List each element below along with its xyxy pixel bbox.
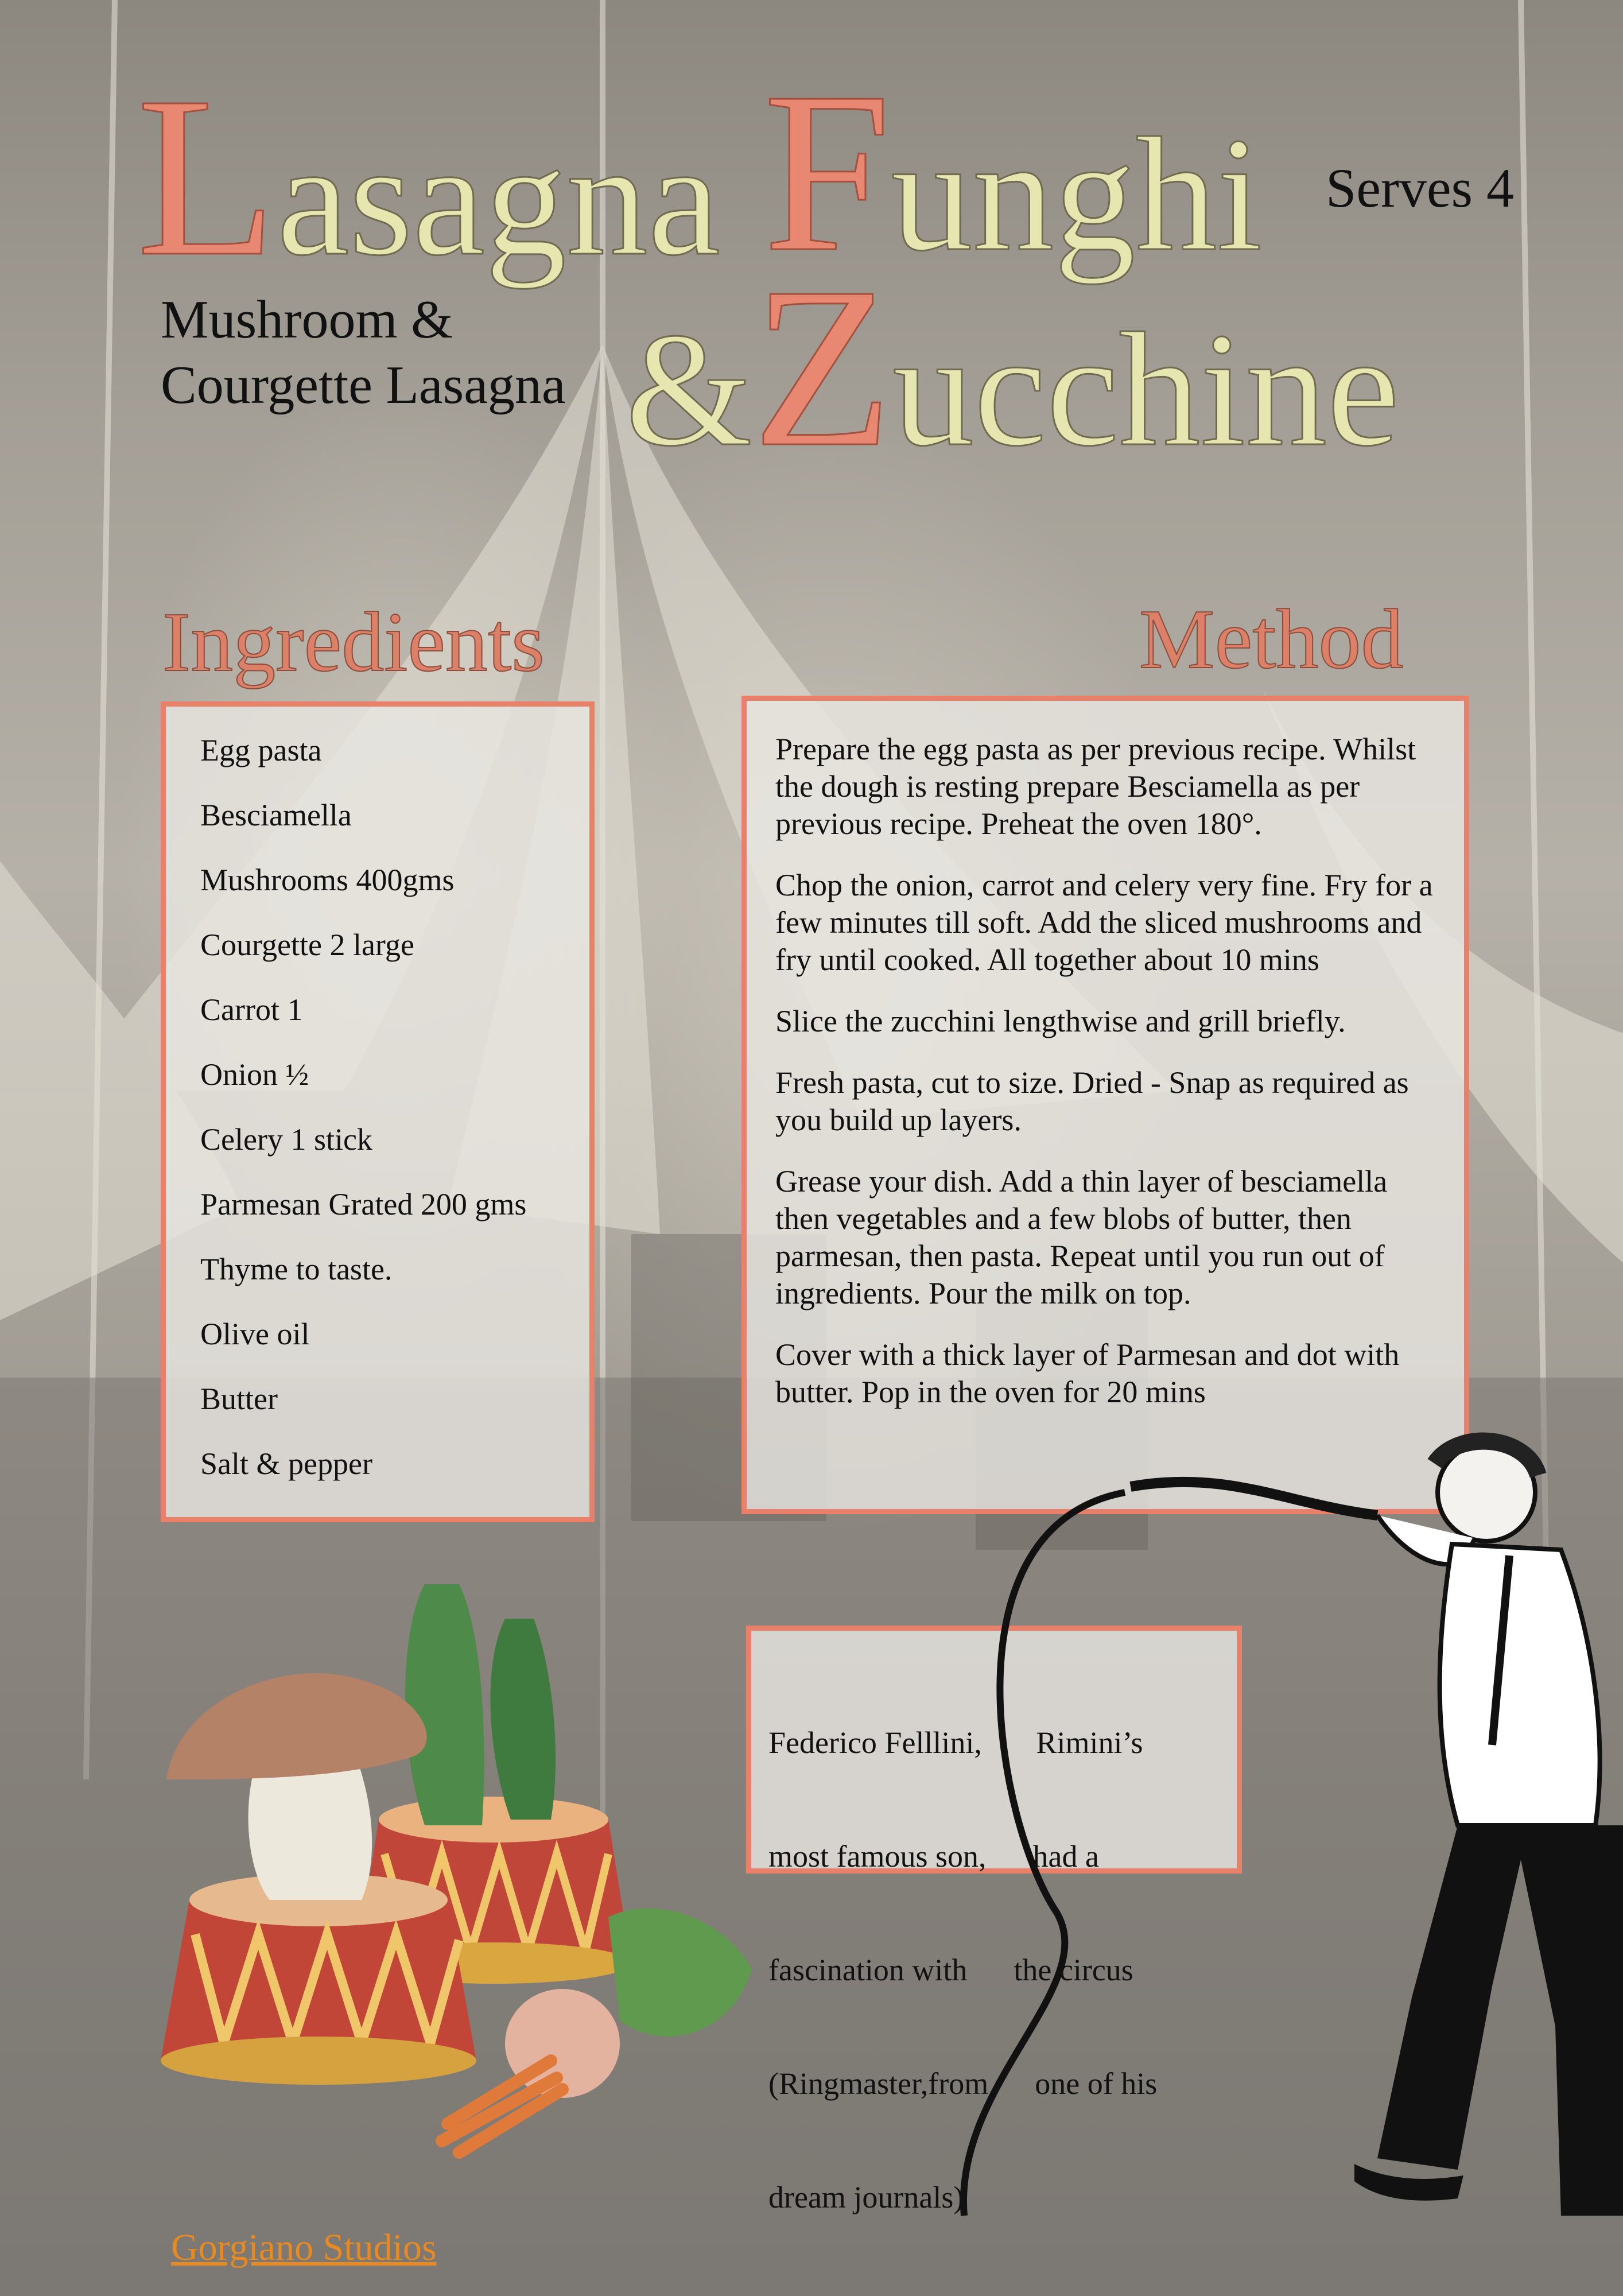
ingredient-item: Thyme to taste. (200, 1252, 393, 1286)
studio-credit-link[interactable]: Gorgiano Studios (171, 2227, 437, 2268)
ingredient-item: Besciamella (200, 798, 352, 832)
title-cap-l: L (137, 49, 277, 304)
title-word-zucchine (626, 240, 1400, 494)
ingredients-list (166, 707, 589, 1509)
ingredient-item: Butter (200, 1382, 278, 1416)
method-heading: Method (1139, 592, 1404, 687)
method-step: Slice the zucchini lengthwise and grill briefly. (775, 1004, 1346, 1038)
method-step: Grease your dish. Add a thin layer of besciamella then vegetables and a few blobs of butter, then parmesan, then pasta. Repeat until you run out of ingredients. Pour the milk on top. (775, 1164, 1388, 1310)
vegetables-illustration (115, 1481, 792, 2170)
caption-line: (Ringmaster,from one of his (768, 2066, 1158, 2101)
caption-line: Federico Felllini, Rimini’s (768, 1725, 1143, 1760)
caption-line: fascination with the circus (768, 1953, 1133, 1987)
ingredients-heading: Ingredients (162, 595, 545, 689)
ringmaster-illustration (884, 1424, 1623, 2296)
title-cap-f: F (763, 45, 891, 299)
method-step: Fresh pasta, cut to size. Dried - Snap as required as you build up layers. (775, 1065, 1409, 1137)
method-panel (741, 696, 1469, 1514)
ingredient-item: Egg pasta (200, 733, 322, 767)
ingredient-item: Mushrooms 400gms (200, 863, 455, 897)
method-step: Cover with a thick layer of Parmesan and dot with butter. Pop in the oven for 20 mins (775, 1337, 1400, 1409)
ingredient-item: Celery 1 stick (200, 1122, 372, 1157)
title-cap-z: Z (752, 240, 893, 494)
title-ampersand: & (626, 300, 752, 480)
subtitle-line-2: Courgette Lasagna (161, 355, 566, 415)
ingredient-item: Salt & pepper (200, 1446, 372, 1481)
ingredient-item: Olive oil (200, 1317, 310, 1351)
subtitle-line-1: Mushroom & (161, 290, 453, 350)
ingredient-item: Onion ½ (200, 1057, 309, 1092)
serves-label: Serves 4 (1326, 157, 1514, 219)
caption-line: dream journals) (768, 2180, 964, 2214)
title-rest-lasagna: asagna (277, 109, 721, 289)
ingredients-panel (161, 701, 595, 1522)
title-rest-funghi: unghi (891, 104, 1263, 285)
caption-line: most famous son, had a (768, 1839, 1099, 1874)
ingredient-item: Courgette 2 large (200, 928, 414, 962)
method-step: Prepare the egg pasta as per previous recipe. Whilst the dough is resting prepare Besciamella as per previous recipe. Preheat the oven 180°. (775, 732, 1416, 841)
title-rest-zucchine: ucchine (892, 300, 1400, 480)
ingredient-item: Carrot 1 (200, 992, 303, 1027)
ingredient-item: Parmesan Grated 200 gms (200, 1187, 527, 1221)
method-step: Chop the onion, carrot and celery very fine. Fry for a few minutes till soft. Add the sliced mushrooms and fry until cooked. All together about 10 mins (775, 868, 1433, 977)
subtitle (161, 287, 566, 418)
